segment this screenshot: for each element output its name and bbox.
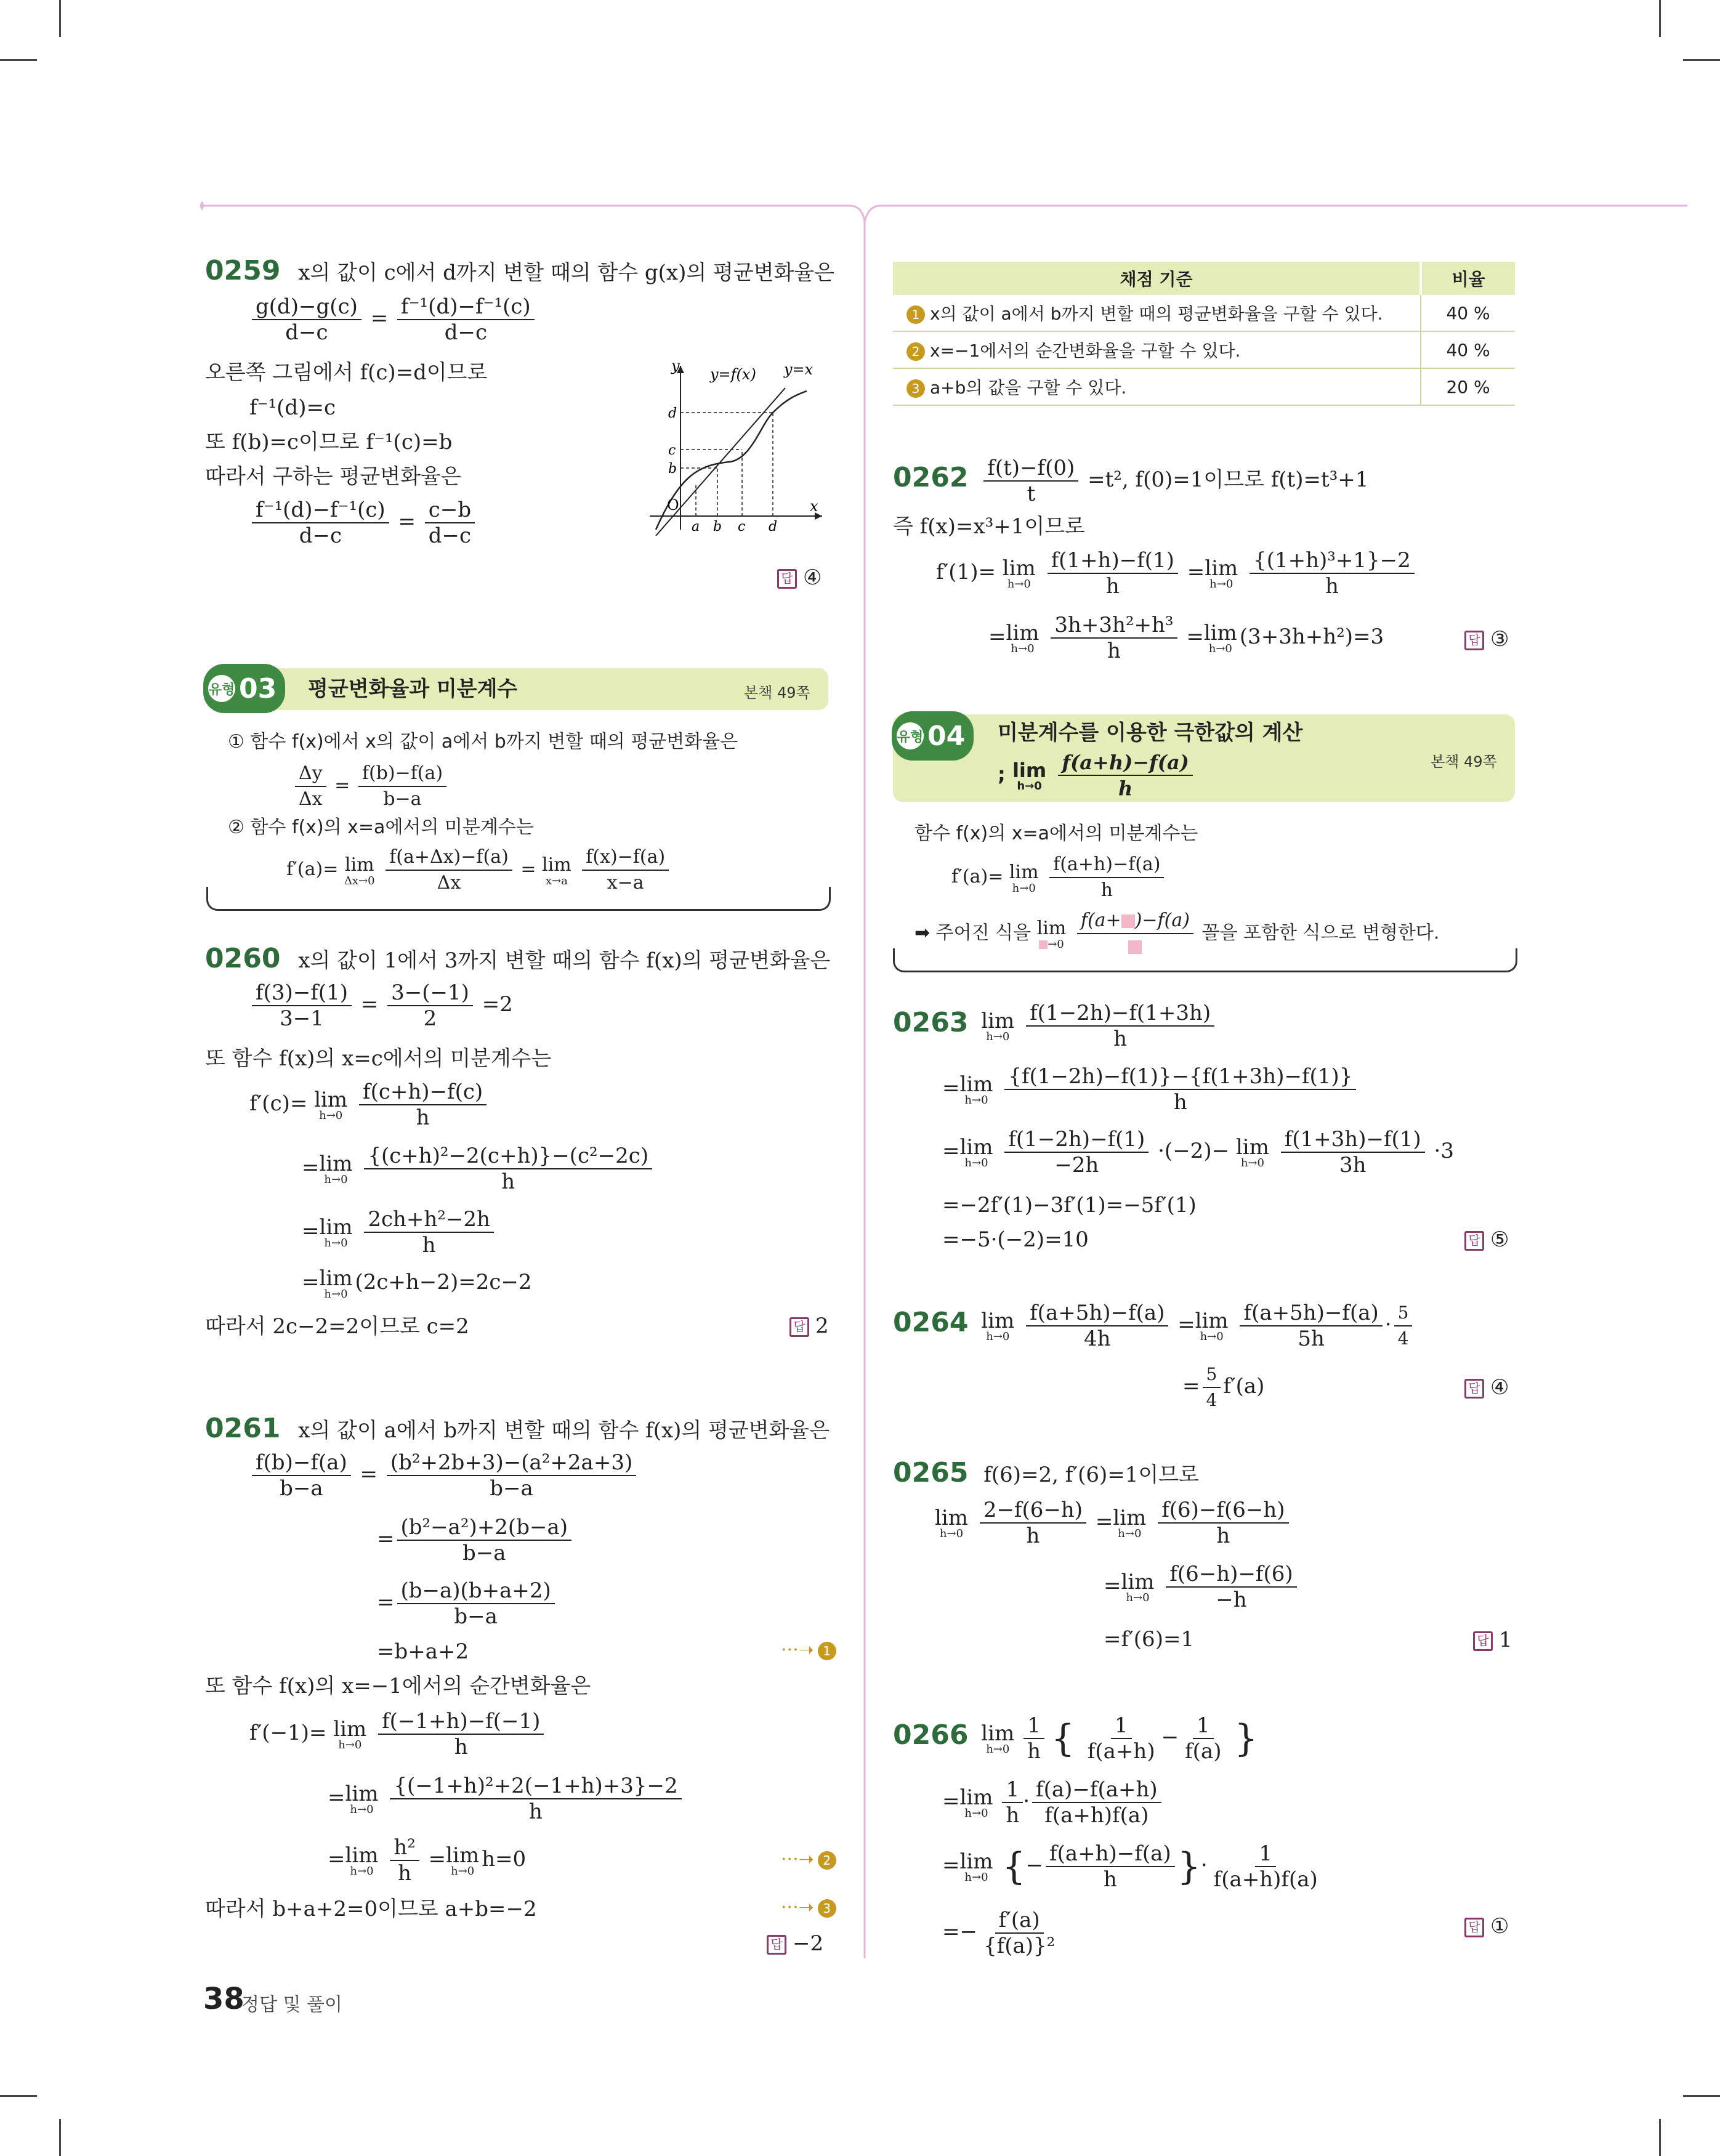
page-number: 38 (203, 1982, 244, 2016)
problem-0259-line5: 따라서 구하는 평균변화율은 (205, 464, 461, 489)
problem-0262-line2: 즉 f(x)=x³+1이므로 (893, 514, 1085, 539)
problem-0261-eq3: = $\frac{(b-a)(b+a+2)}{b-a}$ (377, 1578, 557, 1629)
type-04-title: 미분계수를 이용한 극한값의 계산 (998, 721, 1303, 745)
crop-mark (0, 59, 37, 61)
crop-mark (59, 0, 61, 37)
svg-text:d: d (769, 519, 778, 535)
answer-icon: 답 (1473, 1631, 1493, 1651)
crop-mark (1683, 2095, 1720, 2097)
problem-0262-eq1: 0262 $\frac{f(t)-f(0)}{t}$ =t², f(0)=1이므로 f(t)=t³+1 (893, 456, 1369, 506)
type-04-subtitle: ; lim h→0 $\frac{f(a+h)-f(a)}{h}$ (998, 750, 1195, 801)
problem-0259-line2: 오른쪽 그림에서 f(c)=d이므로 (205, 360, 488, 385)
problem-0263-line5: =−5·(−2)=10 (942, 1227, 1089, 1252)
crop-mark (1683, 59, 1720, 61)
table-row: 3 a+b의 값을 구할 수 있다. 20 % (893, 368, 1515, 405)
problem-0263-line1: 0263 lim h→0 $\frac{f(1-2h)-f(1+3h)}{h}$ (893, 1001, 1217, 1051)
svg-text:y=x: y=x (784, 361, 814, 378)
svg-text:c: c (668, 443, 676, 458)
svg-text:y: y (671, 357, 680, 374)
answer-icon: 답 (1464, 1231, 1484, 1251)
answer-0260: 답 2 (789, 1314, 829, 1338)
svg-text:b: b (713, 519, 722, 535)
step-marker-2: ···➝ 2 (781, 1849, 836, 1870)
type-03-badge: 유형 03 (203, 664, 285, 713)
answer-0266: 답 ① (1464, 1914, 1509, 1939)
table-row: 1 x의 값이 a에서 b까지 변할 때의 평균변화율을 구할 수 있다. 40 % (893, 295, 1515, 331)
criteria-header: 채점 기준 (893, 262, 1421, 295)
answer-icon: 답 (789, 1317, 809, 1337)
problem-0265-intro: 0265 f(6)=2, f′(6)=1이므로 (893, 1457, 1199, 1488)
answer-0259: 답 ④ (777, 565, 822, 590)
problem-0262-line3: f′(1)= lim h→0 $\frac{f(1+h)-f(1)}{h}$ = lim h→0 $\frac{\text{\{(1+h)³+1\}−2}}{h}$ (936, 548, 1417, 599)
crop-mark (1659, 0, 1661, 37)
answer-icon: 답 (777, 569, 797, 589)
problem-0259-intro: 0259 x의 값이 c에서 d까지 변할 때의 함수 g(x)의 평균변화율은 (205, 255, 835, 286)
problem-0260-line7: 따라서 2c−2=2이므로 c=2 (205, 1314, 469, 1339)
type-04-line1: 함수 f(x)의 x=a에서의 미분계수는 (915, 823, 1198, 844)
problem-0260-eq1: $\frac{f(3)-f(1)}{3-1}$ = $\frac{3-(-1)}{2}$ =2 (249, 980, 513, 1031)
footer-text: 정답 및 풀이 (241, 1994, 342, 2016)
problem-0259-line4: 또 f(b)=c이므로 f⁻¹(c)=b (205, 430, 453, 454)
svg-text:b: b (668, 461, 677, 477)
type-04-bracket (893, 948, 1517, 972)
svg-text:y=f(x): y=f(x) (710, 366, 756, 383)
type-04-ref: 본책 49쪽 (1431, 753, 1497, 770)
problem-0261-line3: f′(−1)= lim h→0 $\frac{f(-1+h)-f(-1)}{h}$ (249, 1709, 546, 1759)
answer-icon: 답 (1464, 1918, 1484, 1937)
problem-0263-line3: = lim h→0 $\frac{f(1-2h)-f(1)}{-2h}$ ·(−2)− lim h→0 $\frac{f(1+3h)-f(1)}{3h}$ ·3 (942, 1127, 1454, 1177)
crop-mark (59, 2119, 61, 2156)
answer-0261: 답 −2 (767, 1931, 823, 1956)
problem-0263-line2: = lim h→0 $\frac{\{f(1-2h)-f(1)\}-\{f(1+3h)-f(1)\}}{h}$ (942, 1064, 1359, 1115)
problem-0261-line6: 따라서 b+a+2=0이므로 a+b=−2 (205, 1897, 537, 1921)
problem-0259-line3: f⁻¹(d)=c (249, 395, 336, 420)
problem-0260-line3: f′(c)= lim h→0 $\frac{f(c+h)-f(c)}{h}$ (249, 1080, 489, 1130)
answer-icon: 답 (1464, 1379, 1484, 1399)
svg-text:O: O (667, 496, 679, 514)
problem-0259-eq1: $\frac{g(d)-g(c)}{d-c}$ = $\frac{\text{f⁻¹(d)−f⁻¹(c)}}{d-c}$ (249, 294, 537, 345)
answer-0262: 답 ③ (1464, 627, 1509, 652)
type-03-eq1: $\frac{\Delta y}{\Delta x}$ = $\frac{f(b)-f(a)}{b-a}$ (293, 761, 449, 812)
type-03-bracket (206, 887, 831, 911)
ratio-header: 비율 (1421, 262, 1515, 295)
problem-0261-eq2: = $\frac{\text{(b²−a²)+2(b−a)}}{b-a}$ (377, 1515, 574, 1565)
svg-text:a: a (692, 519, 700, 535)
type-04-line2: f′(a)= lim h→0 $\frac{f(a+h)-f(a)}{h}$ (951, 852, 1166, 903)
crop-mark (0, 2095, 37, 2097)
type-03-item2: ② 함수 f(x)의 x=a에서의 미분계수는 (228, 817, 534, 838)
svg-text:d: d (668, 406, 677, 421)
function-graph (644, 357, 828, 536)
type-04-badge: 유형 04 (892, 711, 974, 761)
problem-0265-line3: =f′(6)=1 (1104, 1627, 1195, 1652)
answer-0263: 답 ⑤ (1464, 1227, 1509, 1252)
type-03-eq2: f′(a)= lim Δx→0 $\frac{f(a+\Delta x)-f(a)}{\Delta x}$ = lim x→a $\frac{f(x)-f(a)}{x-a}$ (286, 845, 671, 895)
problem-0266-line2: = lim h→0 $\frac{1}{h}$ · $\frac{f(a)-f(a+h)}{f(a+h)f(a)}$ (942, 1777, 1164, 1828)
problem-0260-line4: = lim h→0 $\frac{\text{\{(c+h)²−2(c+h)\}−(c²−2c)}}{h}$ (302, 1144, 655, 1194)
problem-0261-intro: 0261 x의 값이 a에서 b까지 변할 때의 함수 f(x)의 평균변화율은 (205, 1413, 830, 1444)
problem-0266-line3: = lim h→0 {− $\frac{f(a+h)-f(a)}{h}$ }· $\frac{1}{f(a+h)f(a)}$ (942, 1841, 1318, 1892)
svg-text:x: x (810, 498, 818, 515)
svg-text:c: c (738, 519, 746, 535)
problem-number: 0259 (205, 255, 281, 286)
problem-0264-line1: 0264 lim h→0 $\frac{f(a+5h)-f(a)}{4h}$ = lim h→0 $\frac{f(a+5h)-f(a)}{5h}$ · $\frac{5}{4}$ (893, 1301, 1415, 1351)
problem-0260-line2: 또 함수 f(x)의 x=c에서의 미분계수는 (205, 1046, 552, 1071)
problem-0264-line2: = $\frac{5}{4}$ f′(a) (1182, 1362, 1264, 1413)
problem-0262-line4: = lim h→0 $\frac{\text{3h+3h²+h³}}{h}$ = lim h→0 (3+3h+h²)=3 (988, 613, 1384, 663)
table-row: 2 x=−1에서의 순간변화율을 구할 수 있다. 40 % (893, 331, 1515, 368)
type-04-line3: ➡ 주어진 식을 lim →0 f(a+ )−f(a) 꼴을 포함한 식으로 변형한다. (915, 908, 1439, 959)
problem-0260-line5: = lim h→0 $\frac{\text{2ch+h²−2h}}{h}$ (302, 1207, 496, 1258)
problem-0261-eq4: =b+a+2 (377, 1639, 469, 1664)
step-marker-1: ···➝ 1 (781, 1639, 836, 1661)
grading-criteria-table (893, 262, 1515, 406)
step-marker-3: ···➝ 3 (781, 1897, 836, 1918)
problem-0261-line4: = lim h→0 $\frac{\text{\{(−1+h)²+2(−1+h)+3\}−2}}{h}$ (328, 1774, 684, 1824)
problem-0265-line1: lim h→0 $\frac{2-f(6-h)}{h}$ = lim h→0 $\frac{f(6)-f(6-h)}{h}$ (935, 1498, 1291, 1548)
answer-0265: 답 1 (1473, 1628, 1512, 1652)
answer-icon: 답 (1464, 631, 1484, 650)
problem-0259-eq2: $\frac{\text{f⁻¹(d)−f⁻¹(c)}}{d-c}$ = $\frac{c-b}{d-c}$ (249, 498, 477, 548)
answer-0264: 답 ④ (1464, 1375, 1509, 1400)
problem-0260-intro: 0260 x의 값이 1에서 3까지 변할 때의 함수 f(x)의 평균변화율은 (205, 943, 831, 974)
type-03-title: 평균변화율과 미분계수 (308, 677, 518, 701)
answer-icon: 답 (767, 1935, 786, 1955)
problem-0266-line1: 0266 lim h→0 $\frac{1}{h}$ { $\frac{1}{f(a+h)}$ − $\frac{1}{f(a)}$ } (893, 1713, 1258, 1764)
crop-mark (1659, 2119, 1661, 2156)
problem-0263-line4: =−2f′(1)−3f′(1)=−5f′(1) (942, 1193, 1197, 1217)
problem-0261-line5: = lim h→0 $\frac{\text{h²}}{h}$ = lim h→0 h=0 (328, 1835, 527, 1886)
problem-0260-line6: = lim h→0 (2c+h−2)=2c−2 (302, 1266, 532, 1301)
problem-0261-eq1: $\frac{f(b)-f(a)}{b-a}$ = $\frac{\text{(b²+2b+3)−(a²+2a+3)}}{b-a}$ (249, 1450, 639, 1501)
problem-0265-line2: = lim h→0 $\frac{f(6-h)-f(6)}{-h}$ (1104, 1562, 1299, 1612)
problem-0261-line2: 또 함수 f(x)의 x=−1에서의 순간변화율은 (205, 1674, 591, 1698)
type-03-ref: 본책 49쪽 (744, 684, 810, 701)
type-03-item1: ① 함수 f(x)에서 x의 값이 a에서 b까지 변할 때의 평균변화율은 (228, 731, 738, 753)
problem-0266-line4: =− $\frac{f'(a)}{\text{\{f(a)\}²}}$ (942, 1908, 1056, 1958)
